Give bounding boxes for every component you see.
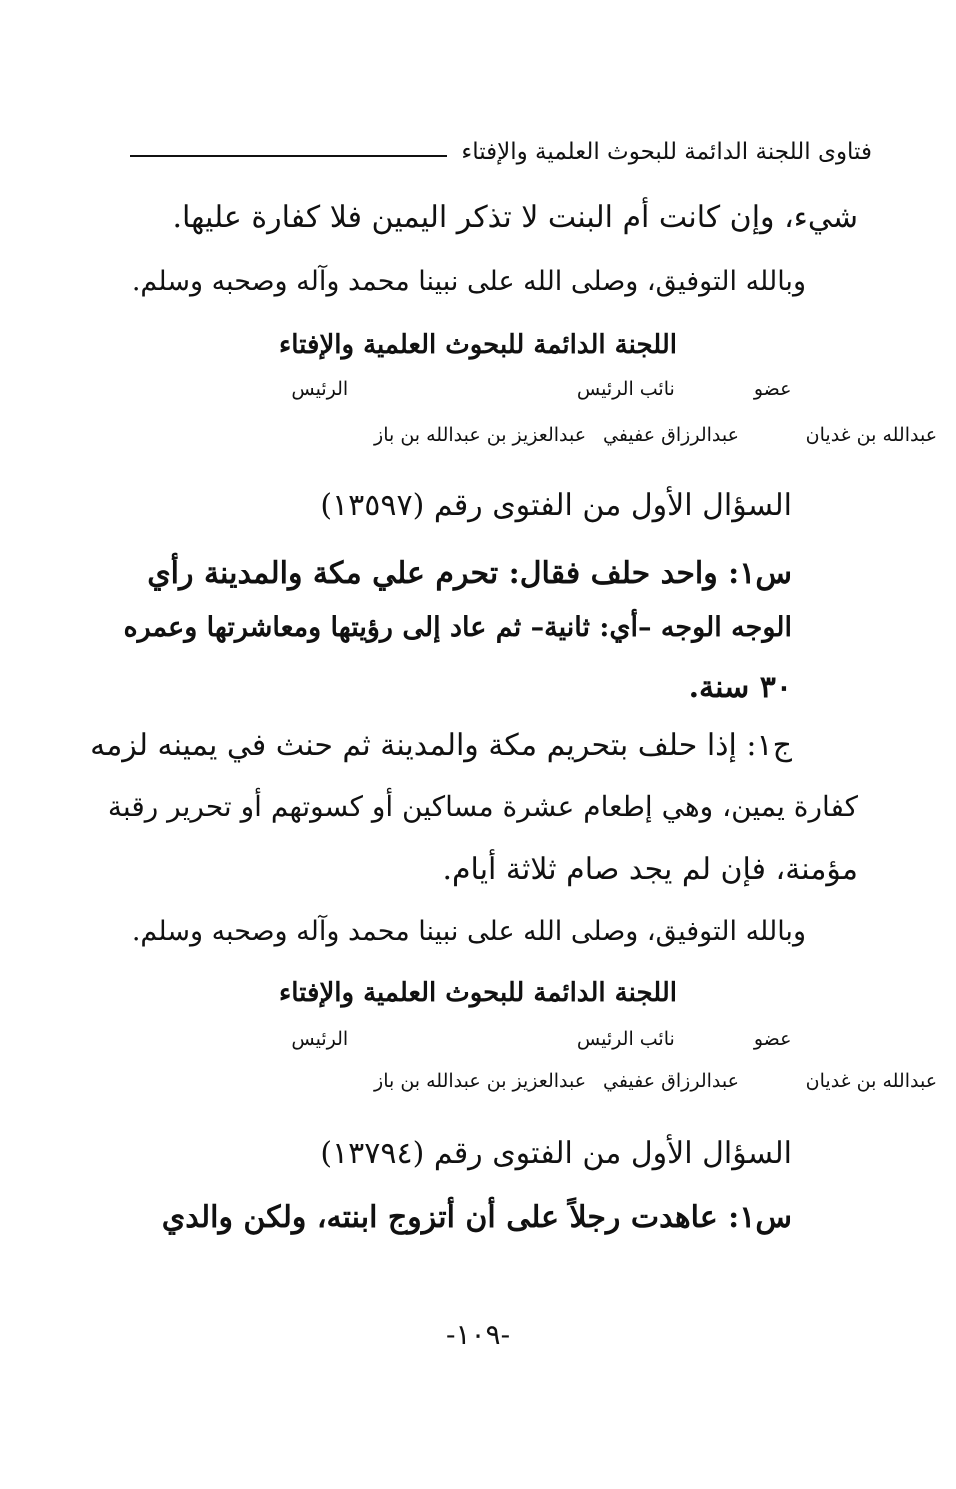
answer-line: ج١: إذا حلف بتحريم مكة والمدينة ثم حنث في يمينه لزمه	[90, 728, 792, 763]
answer-line: كفارة يمين، وهي إطعام عشرة مساكين أو كسوتهم أو تحرير رقبة	[107, 790, 858, 823]
question-title: السؤال الأول من الفتوى رقم (١٣٥٩٧)	[320, 488, 792, 523]
running-header	[130, 132, 872, 172]
president-title: الرئيس	[291, 378, 349, 400]
question-line: الوجه الوجه –أي: ثانية– ثم عاد إلى رؤيتها ومعاشرتها وعمره	[123, 612, 792, 643]
header-rule	[130, 155, 447, 157]
committee-title: اللجنة الدائمة للبحوث العلمية والإفتاء	[279, 330, 677, 360]
question-line: س١: عاهدت رجلاً على أن أتزوج ابنته، ولكن والدي	[161, 1200, 792, 1235]
member-name: عبدالله بن غديان	[805, 424, 938, 446]
committee-title: اللجنة الدائمة للبحوث العلمية والإفتاء	[279, 978, 677, 1008]
president-name: عبدالعزيز بن عبدالله بن باز	[374, 424, 587, 446]
vice-president-name: عبدالرزاق عفيفي	[602, 1070, 739, 1092]
president-title: الرئيس	[291, 1028, 349, 1050]
page-number: -١٠٩-	[445, 1318, 511, 1351]
member-name: عبدالله بن غديان	[805, 1070, 938, 1092]
vice-president-title: نائب الرئيس	[576, 1028, 675, 1050]
closing-line: وبالله التوفيق، وصلى الله على نبينا محمد وآله وصحبه وسلم.	[131, 266, 806, 297]
member-title: عضو	[753, 1028, 792, 1050]
question-line: ٣٠ سنة.	[688, 670, 792, 705]
header-title: فتاوى اللجنة الدائمة للبحوث العلمية والإفتاء	[461, 139, 872, 165]
answer-line: مؤمنة، فإن لم يجد صام ثلاثة أيام.	[442, 852, 858, 887]
paragraph-line: شيء، وإن كانت أم البنت لا تذكر اليمين فلا كفارة عليها.	[172, 200, 858, 235]
vice-president-title: نائب الرئيس	[576, 378, 675, 400]
vice-president-name: عبدالرزاق عفيفي	[602, 424, 739, 446]
member-title: عضو	[753, 378, 792, 400]
question-line: س١: واحد حلف فقال: تحرم علي مكة والمدينة رأي	[147, 556, 792, 591]
closing-line: وبالله التوفيق، وصلى الله على نبينا محمد وآله وصحبه وسلم.	[131, 916, 806, 947]
question-title: السؤال الأول من الفتوى رقم (١٣٧٩٤)	[320, 1136, 792, 1171]
president-name: عبدالعزيز بن عبدالله بن باز	[374, 1070, 587, 1092]
